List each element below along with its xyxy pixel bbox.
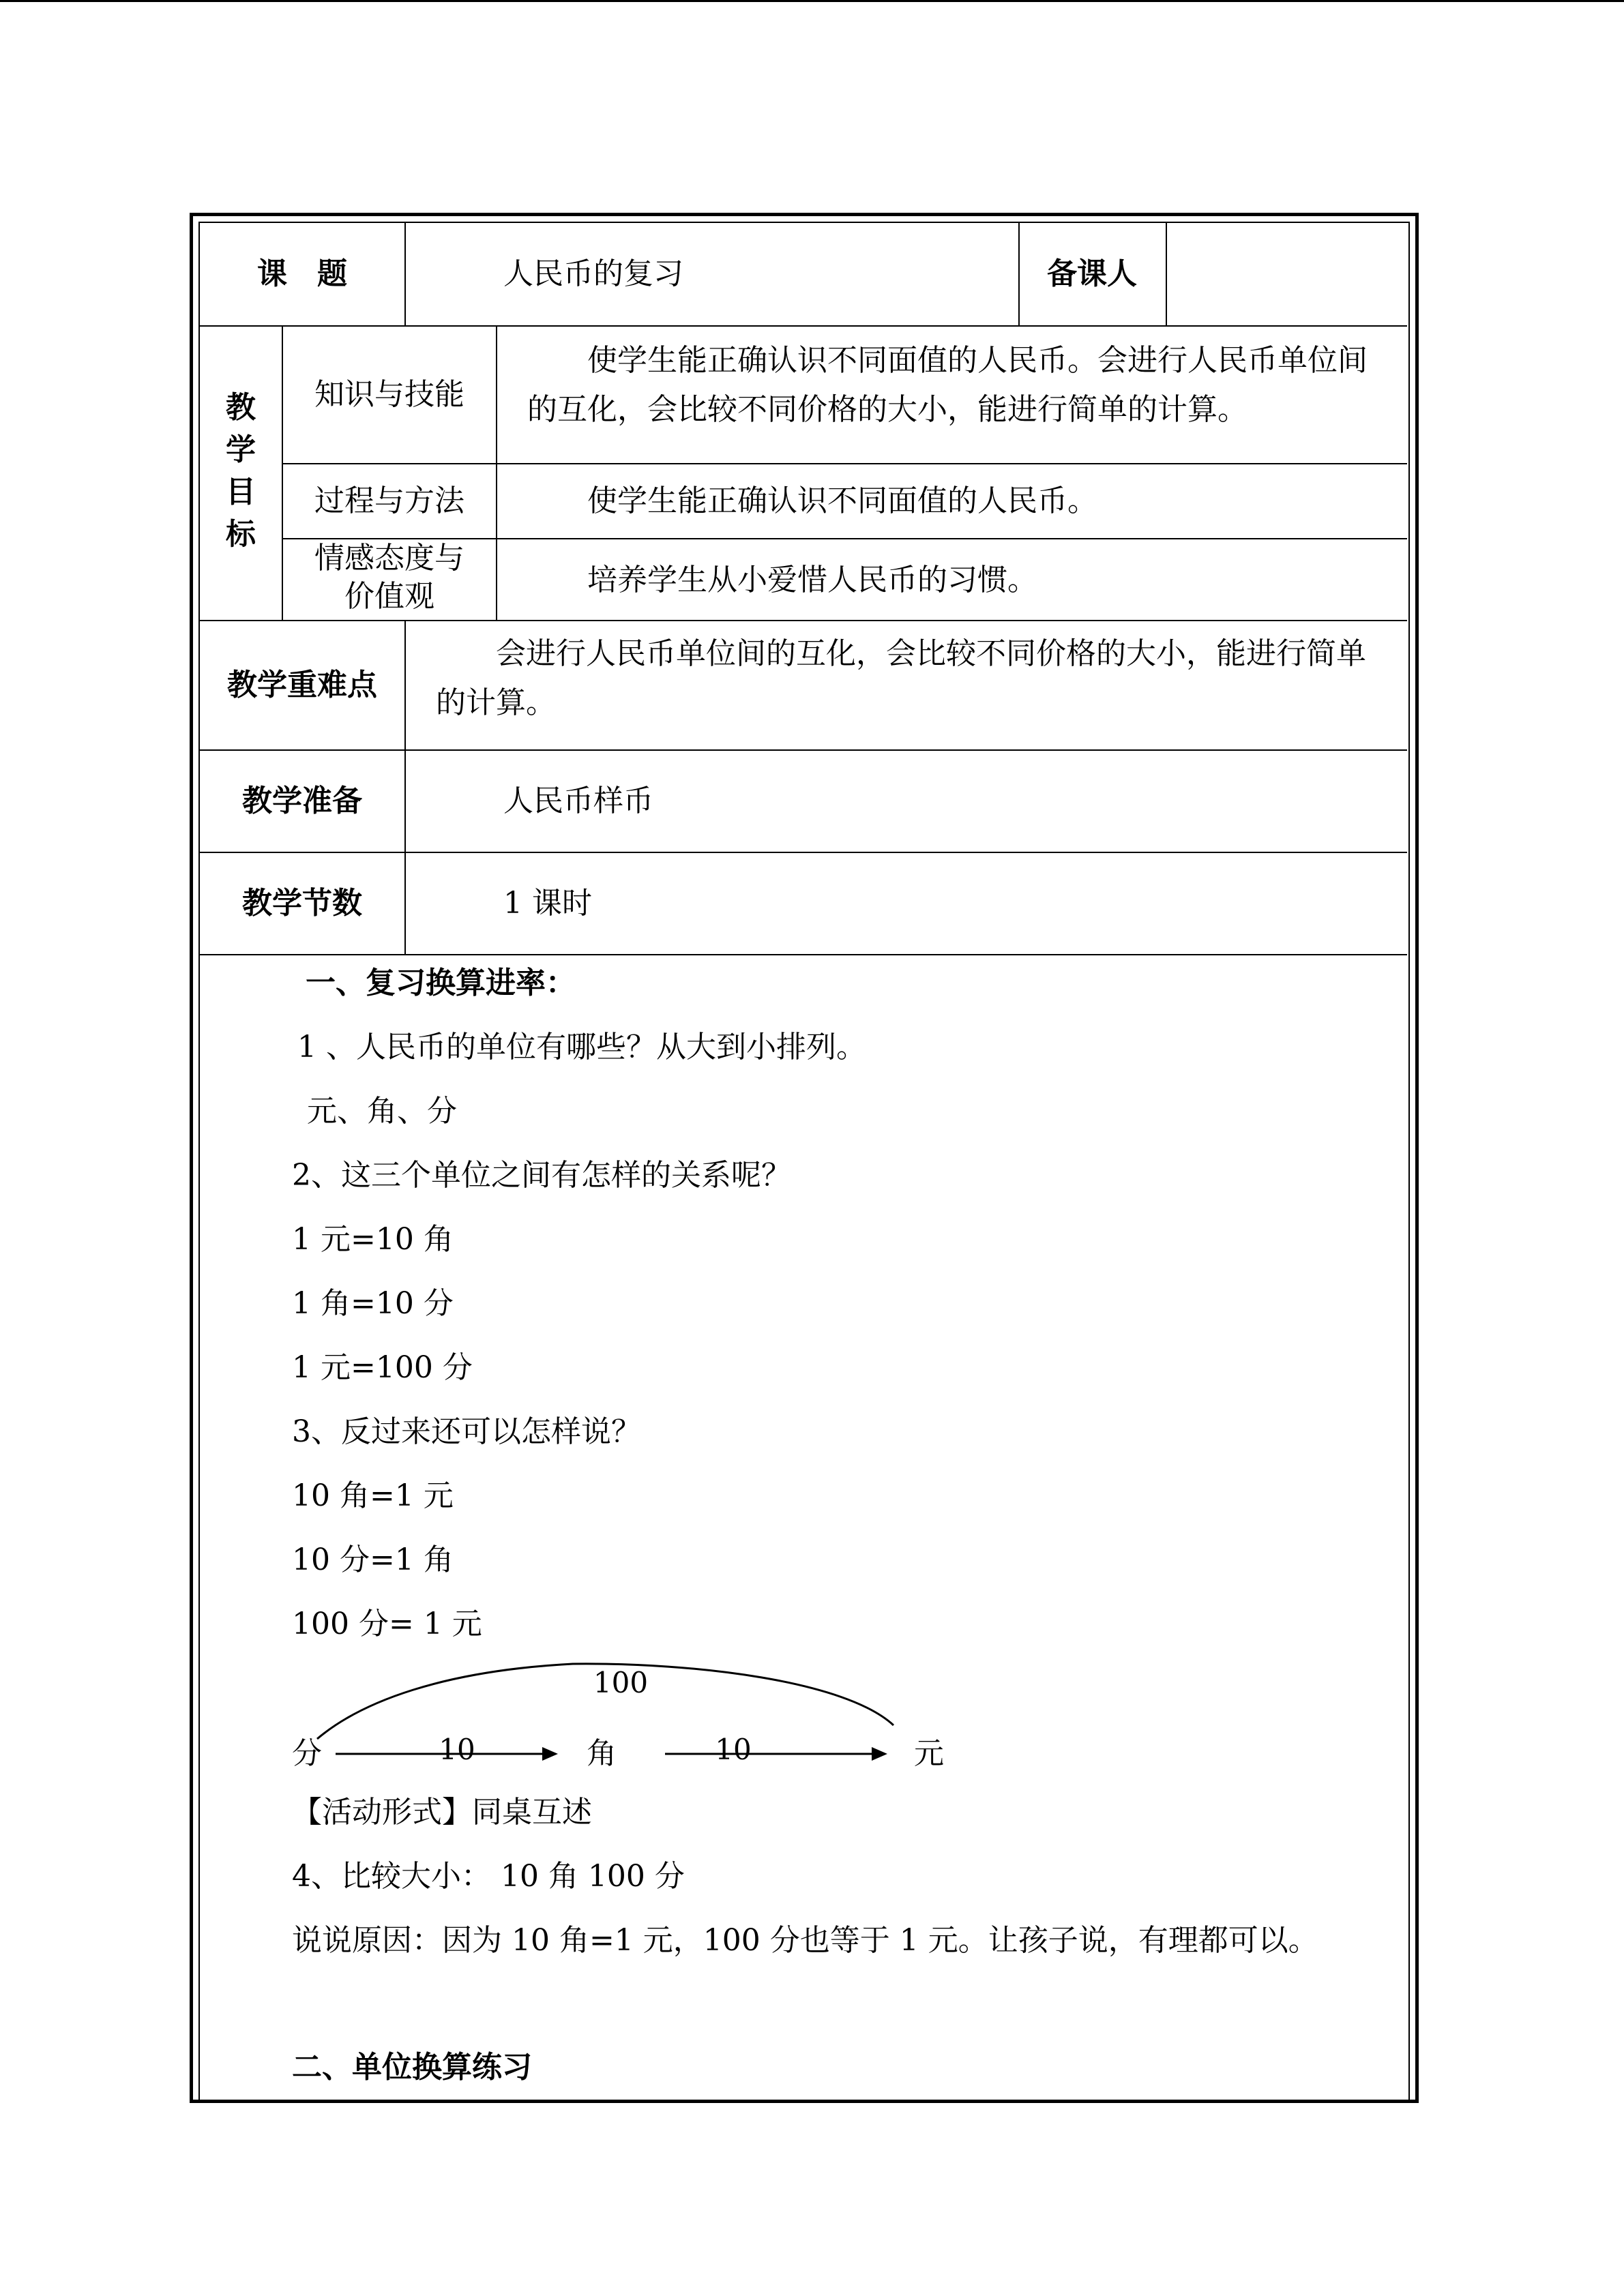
row-divider bbox=[200, 325, 1407, 327]
row-divider bbox=[200, 852, 1407, 853]
key-points-label: 教学重难点 bbox=[227, 668, 377, 702]
periods-label: 教学节数 bbox=[242, 886, 362, 921]
arrowhead bbox=[542, 1747, 558, 1761]
col-divider bbox=[404, 223, 406, 325]
reason-line: 说说原因：因为 10 角=1 元，100 分也等于 1 元。让孩子说，有理都可以。 bbox=[292, 1923, 1318, 1958]
process-line: 1 角=10 分 bbox=[292, 1286, 454, 1321]
key-points-text: 会进行人民币单位间的互化，会比较不同价格的大小，能进行简单的计算。 bbox=[436, 636, 1366, 720]
activity-form: 【活动形式】同桌互述 bbox=[292, 1795, 592, 1830]
topic-label: 课 题 bbox=[257, 256, 347, 291]
page-top-rule bbox=[0, 0, 1624, 2]
preparer-label: 备课人 bbox=[1047, 256, 1137, 291]
attitude-label-line2: 价值观 bbox=[344, 579, 434, 614]
col-divider bbox=[404, 620, 406, 954]
unit-jiao: 角 bbox=[587, 1736, 617, 1771]
attitude-label-line1: 情感态度与 bbox=[314, 541, 464, 576]
attitude-text: 培养学生从小爱惜人民币的习惯。 bbox=[587, 563, 1037, 597]
row-divider bbox=[200, 749, 1407, 751]
objectives-group-label bbox=[220, 387, 261, 556]
diagram-svg bbox=[286, 1650, 969, 1773]
process-label: 过程与方法 bbox=[314, 483, 464, 518]
col-divider bbox=[1166, 223, 1167, 325]
arrow1-label: 10 bbox=[439, 1733, 475, 1766]
unit-fen: 分 bbox=[292, 1736, 322, 1771]
unit-yuan: 元 bbox=[914, 1736, 944, 1771]
periods-text: 1 课时 bbox=[503, 886, 592, 921]
process-line: 100 分= 1 元 bbox=[292, 1607, 482, 1641]
row-divider bbox=[200, 954, 1407, 955]
objectives-char: 目 bbox=[226, 475, 256, 509]
objectives-char: 教 bbox=[226, 390, 256, 425]
process-line: 2、这三个单位之间有怎样的关系呢？ bbox=[292, 1158, 791, 1193]
process-line: 3、反过来还可以怎样说？ bbox=[292, 1414, 641, 1449]
unit-conversion-diagram bbox=[286, 1650, 969, 1773]
process-line: 1 、人民币的单位有哪些？从大到小排列。 bbox=[297, 1030, 866, 1064]
process-line: 10 角=1 元 bbox=[292, 1478, 454, 1513]
compare-line: 4、比较大小： 10 角 100 分 bbox=[292, 1859, 685, 1894]
process-line: 元、角、分 bbox=[307, 1094, 457, 1129]
preparation-label: 教学准备 bbox=[242, 784, 362, 818]
row-divider bbox=[200, 620, 1407, 621]
objectives-char: 学 bbox=[226, 432, 256, 467]
knowledge-label: 知识与技能 bbox=[314, 377, 464, 412]
process-line: 1 元=10 角 bbox=[292, 1222, 454, 1257]
arrowhead bbox=[872, 1747, 887, 1761]
process-line: 10 分=1 角 bbox=[292, 1542, 454, 1577]
knowledge-text: 使学生能正确认识不同面值的人民币。会进行人民币单位间的互化，会比较不同价格的大小，能进行简单的计算。 bbox=[527, 343, 1368, 427]
arc-label: 100 bbox=[593, 1666, 649, 1699]
objectives-char: 标 bbox=[226, 517, 256, 552]
col-divider bbox=[496, 325, 497, 620]
section1-title: 一、复习换算进率： bbox=[306, 966, 576, 1000]
section2-title: 二、单位换算练习 bbox=[292, 2050, 532, 2085]
row-divider bbox=[282, 463, 1407, 464]
process-text: 使学生能正确认识不同面值的人民币。 bbox=[587, 483, 1097, 518]
preparation-text: 人民币样币 bbox=[503, 784, 653, 818]
process-line: 1 元=100 分 bbox=[292, 1350, 473, 1385]
topic-value: 人民币的复习 bbox=[503, 256, 683, 291]
arrow2-label: 10 bbox=[715, 1733, 752, 1766]
